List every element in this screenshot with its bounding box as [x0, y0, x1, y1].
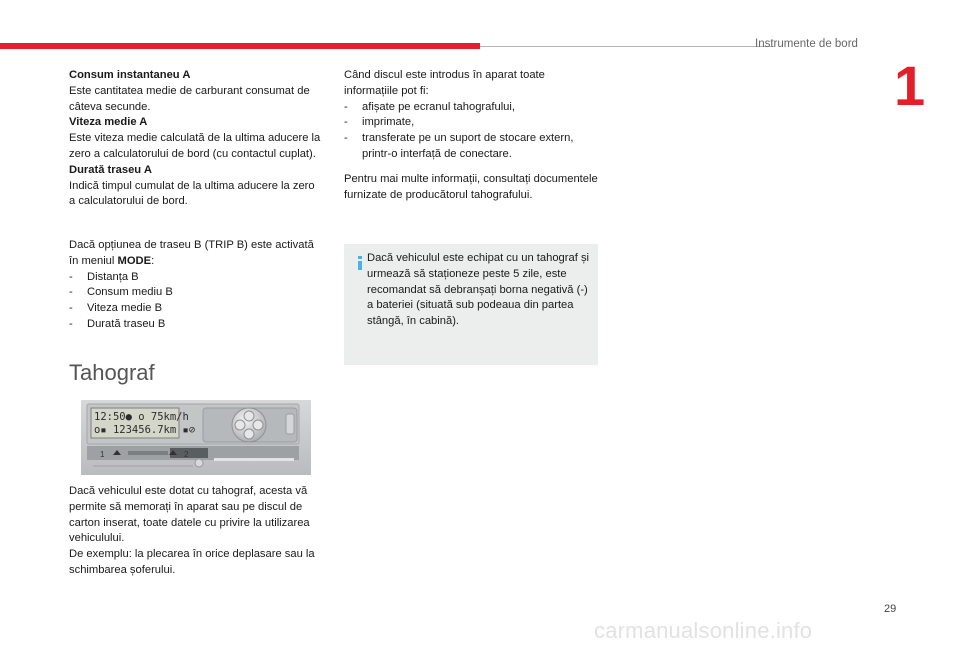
viteza-title: Viteza medie A: [69, 116, 148, 129]
chapter-number: 1: [894, 54, 926, 117]
tacho-text-2: De exemplu: la plecarea în orice deplasare sau la schimbarea șoferului.: [69, 548, 315, 576]
list-item: - afișate pe ecranul tahografului,: [344, 100, 515, 113]
list-item: - transferate pe un suport de stocare extern, printr-o interfață de conectare.: [344, 132, 574, 160]
trip-b-intro: Dacă opțiunea de traseu B (TRIP B) este activată în meniul MODE:: [69, 239, 314, 267]
info-box: [344, 244, 598, 365]
list-item: - Viteza medie B: [69, 302, 163, 315]
tacho-description: [69, 484, 325, 579]
info-icon: [354, 256, 366, 270]
knob-right-button[interactable]: [253, 420, 263, 430]
viteza-text: Este viteza medie calculată de la ultima aducere la zero a calculatorului de bord (cu contactul cuplat).: [69, 132, 321, 160]
section-title: Instrumente de bord: [755, 38, 858, 50]
tacho-heading: Tahograf: [69, 360, 155, 385]
watermark: carmanualsonline.info: [594, 618, 813, 643]
more-info-text: Pentru mai multe informații, consultați documentele furnizate de producătorul tahografului.: [344, 173, 598, 201]
disc-intro: Când discul este introdus în aparat toate informațiile pot fi:: [344, 69, 545, 97]
trip-b-section: [69, 238, 321, 333]
card-slot-1[interactable]: [128, 451, 168, 455]
header-red-bar: [0, 43, 480, 49]
tacho-lcd-line1: 12:50● o 75km/h: [94, 411, 189, 423]
knob-down-button[interactable]: [244, 429, 254, 439]
page-number: 29: [884, 603, 897, 615]
durata-text: Indică timpul cumulat de la ultima aducere la zero a calculatorului de bord.: [69, 179, 315, 208]
durata-title: Durată traseu A: [69, 163, 152, 176]
consum-text: Este cantitatea medie de carburant consumat de câteva secunde.: [69, 84, 310, 113]
list-item: - imprimate,: [344, 116, 415, 129]
card-slot-2[interactable]: [214, 458, 294, 461]
consum-title: Consum instantaneu A: [69, 69, 191, 81]
knob-up-button[interactable]: [244, 411, 254, 421]
tacho-lcd-line2: o▪ 123456.7km ▪⊘: [94, 424, 196, 436]
list-item: - Distanța B: [69, 270, 139, 283]
tachograph-illustration: [81, 400, 311, 475]
trip-a-descriptions: [69, 68, 321, 210]
list-item: - Durată traseu B: [69, 317, 166, 330]
knob-left-button[interactable]: [235, 420, 245, 430]
list-item: - Consum mediu B: [69, 286, 173, 299]
slot-number-2: 2: [184, 450, 189, 459]
disc-info: [344, 68, 600, 163]
info-box-text: Dacă vehiculul este echipat cu un tahograf și urmează să staționeze peste 5 zile, este recomandat să debranșați borna negativă (-) a bateriei (situată sub podeaua din partea stângă, în cabină).: [367, 252, 590, 328]
tacho-text-1: Dacă vehiculul este dotat cu tahograf, acesta vă permite să memorați în aparat sau pe discul de carton inserat, toate datele cu privire la utilizarea vehiculului.: [69, 485, 310, 545]
header-divider: [480, 46, 772, 47]
slot-number-1: 1: [100, 450, 105, 459]
